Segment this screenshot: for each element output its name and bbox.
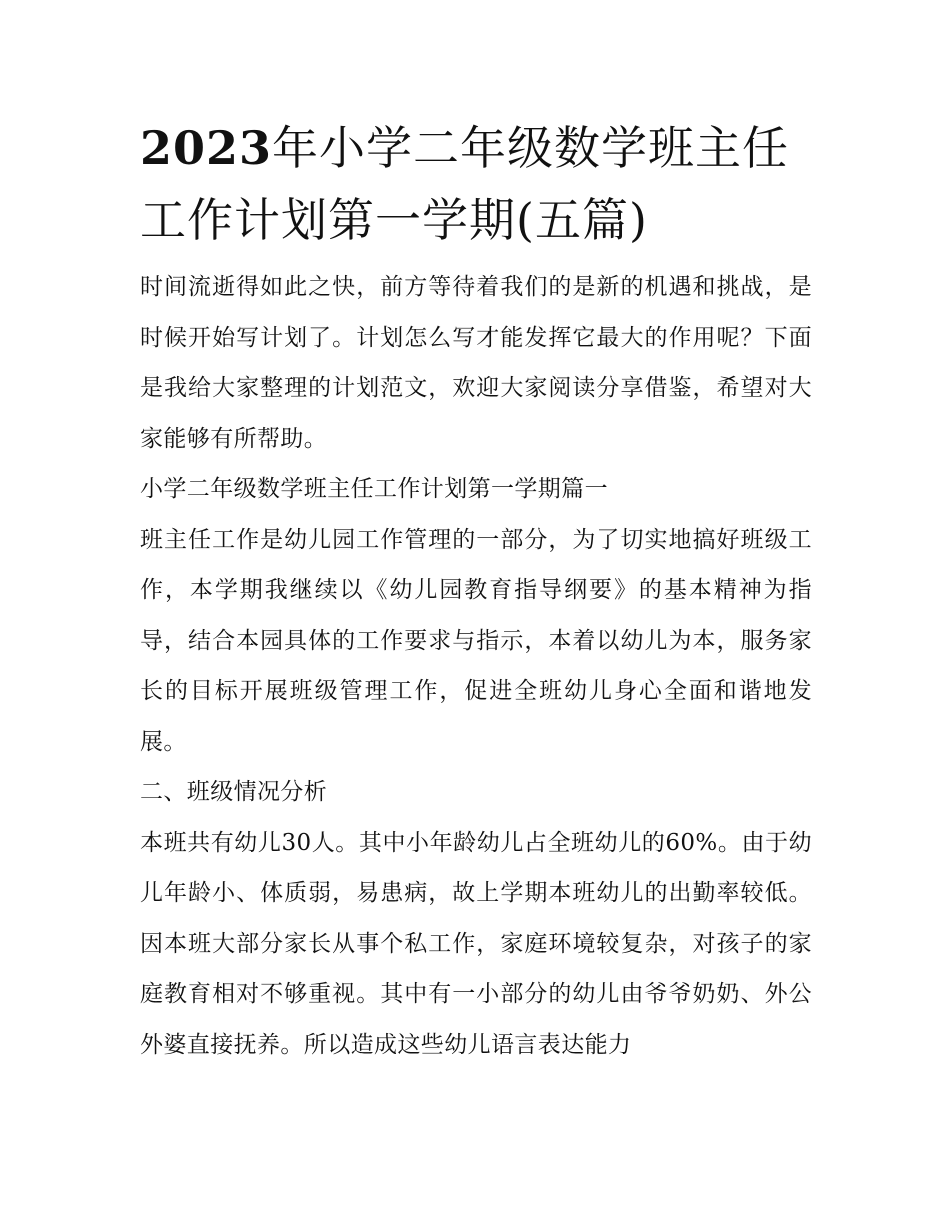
section-heading-part-one: 小学二年级数学班主任工作计划第一学期篇一 (140, 476, 608, 502)
body-paragraph-class-analysis: 本班共有幼儿30人。其中小年龄幼儿占全班幼儿的60%。由于幼儿年龄小、体质弱，易患病，故上学期本班幼儿的出勤率较低。因本班大部分家长从事个私工作，家庭环境较复杂，对孩子的家庭教育相对不够重视。其中有一小部分的幼儿由爷爷奶奶、外公外婆直接抚养。所以造成这些幼儿语言表达能力 (140, 829, 812, 1058)
title-year: 2023 (140, 121, 273, 175)
title-text: 年小学二年级数学班主任工作计划第一学期(五篇) (140, 121, 790, 247)
section-heading-class-analysis: 二、班级情况分析 (140, 779, 328, 805)
document-title (140, 112, 812, 256)
document-body (140, 112, 812, 1070)
body-paragraph-class-work: 班主任工作是幼儿园工作管理的一部分，为了切实地搞好班级工作，本学期我继续以《幼儿园教育指导纲要》的基本精神为指导，结合本园具体的工作要求与指示，本着以幼儿为本，服务家长的目标开展班级管理工作，促进全班幼儿身心全面和谐地发展。 (140, 526, 812, 755)
intro-paragraph: 时间流逝得如此之快，前方等待着我们的是新的机遇和挑战，是时候开始写计划了。计划怎么写才能发挥它最大的作用呢？下面是我给大家整理的计划范文，欢迎大家阅读分享借鉴，希望对大家能够有所帮助。 (140, 274, 812, 452)
